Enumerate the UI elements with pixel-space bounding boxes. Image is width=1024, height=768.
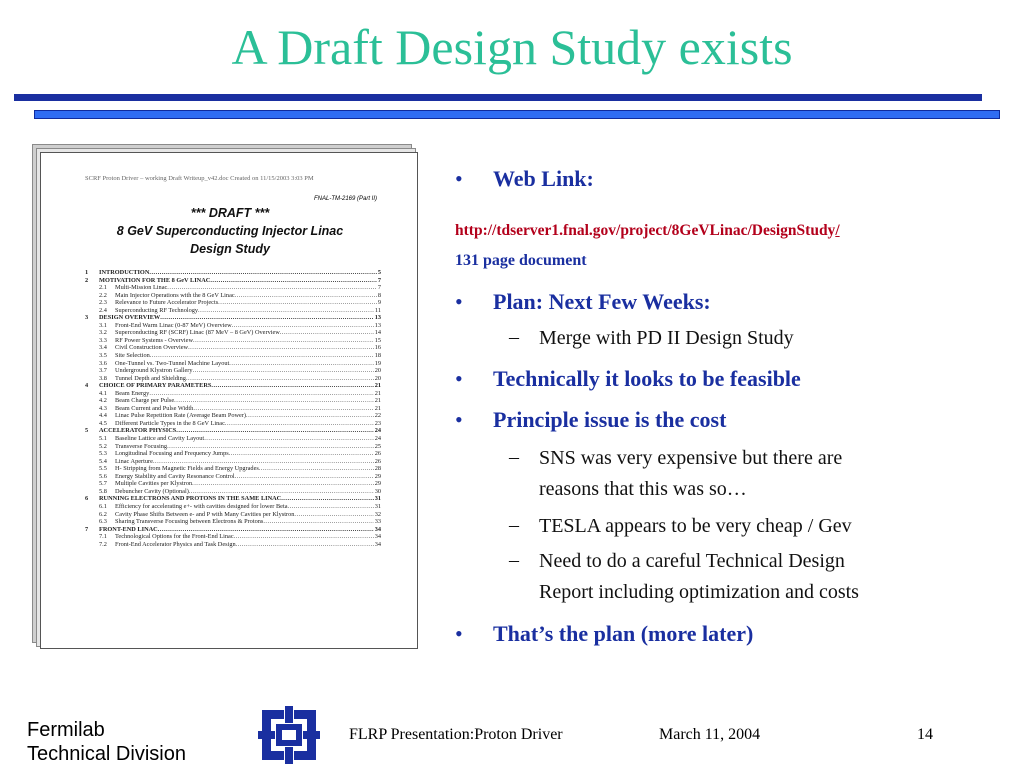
toc-leader	[235, 292, 377, 300]
toc-text: Longitudinal Focusing and Frequency Jumps	[115, 450, 229, 458]
toc-text: Civil Construction Overview	[115, 344, 189, 352]
toc-row	[85, 382, 381, 390]
toc-number: 3.2	[99, 329, 107, 337]
cost-label: Principle issue is the cost	[493, 407, 727, 432]
dash-cost-sns: –	[509, 446, 519, 468]
toc-text: Beam Current and Pulse Width	[115, 404, 194, 412]
toc-leader	[234, 533, 374, 541]
toc-row	[85, 443, 381, 451]
toc-number: 3.4	[99, 344, 107, 352]
toc-number: 5.3	[99, 450, 107, 458]
toc-text: Superconducting RF (SCRF) Linac (87 MeV – 8 GeV) Overview	[115, 329, 280, 337]
toc-row	[85, 269, 381, 277]
toc-page: 24	[374, 435, 381, 443]
toc-row	[85, 473, 381, 481]
toc-number: 5	[85, 427, 89, 435]
toc-leader	[174, 397, 374, 405]
toc-row	[85, 458, 381, 466]
toc-page: 26	[374, 457, 381, 465]
toc-number: 6.1	[99, 502, 107, 510]
toc-text: RF Power Systems - Overview	[115, 336, 194, 344]
toc-page: 7	[377, 284, 381, 292]
toc-number: 5.4	[99, 457, 107, 465]
toc-row	[85, 344, 381, 352]
toc-leader	[198, 307, 374, 315]
toc-row	[85, 503, 381, 511]
toc-text: Tunnel Depth and Shielding	[115, 374, 186, 382]
toc-text: Cavity Phase Shifts Between e- and P with Many Cavities per Klystron	[115, 510, 295, 518]
toc-leader	[176, 427, 373, 435]
toc-row	[85, 533, 381, 541]
toc-page: 34	[374, 533, 381, 541]
toc-text: Front-End Accelerator Physics and Task Design	[115, 540, 236, 548]
footer-lab-name	[27, 718, 186, 766]
toc-row	[85, 314, 381, 322]
document-title-draft: *** DRAFT ***	[190, 206, 270, 220]
toc-number: 5.2	[99, 442, 107, 450]
toc-text: Front-End Warm Linac (0-87 MeV) Overview	[115, 321, 232, 329]
toc-number: 5.8	[99, 487, 107, 495]
toc-page: 21	[374, 382, 381, 390]
table-of-contents	[85, 269, 381, 548]
toc-row	[85, 284, 381, 292]
toc-page: 30	[374, 487, 381, 495]
toc-page: 29	[374, 472, 381, 480]
bullet-closing: •	[455, 621, 463, 646]
footer-date: March 11, 2004	[659, 726, 761, 743]
toc-text: One-Tunnel vs. Two-Tunnel Machine Layout	[115, 359, 230, 367]
toc-number: 3.5	[99, 352, 107, 360]
toc-leader	[294, 511, 373, 519]
toc-number: 4.3	[99, 404, 107, 412]
toc-number: 2.1	[99, 284, 107, 292]
toc-row	[85, 299, 381, 307]
toc-number: 5.5	[99, 465, 107, 473]
toc-row	[85, 329, 381, 337]
toc-page: 11	[374, 306, 381, 314]
cost-item-sns-line1: SNS was very expensive but there are	[539, 447, 843, 469]
toc-leader	[211, 382, 373, 390]
document-title-sub: Design Study	[190, 242, 270, 256]
toc-leader	[167, 284, 377, 292]
document-header: SCRF Proton Driver – working Draft Writeup_v42.doc Created on 11/15/2003 3:03 PM	[85, 175, 314, 182]
toc-row	[85, 480, 381, 488]
toc-number: 3.3	[99, 336, 107, 344]
toc-text: Efficiency for accelerating e+- with cavities designed for lower Beta	[115, 502, 288, 510]
slide-title: A Draft Design Study exists	[231, 19, 793, 75]
toc-row	[85, 292, 381, 300]
toc-row	[85, 435, 381, 443]
toc-leader	[281, 495, 373, 503]
toc-row	[85, 450, 381, 458]
toc-text: Transverse Focusing	[115, 442, 168, 450]
cost-item-sns-line2: reasons that this was so…	[539, 478, 747, 500]
toc-page: 21	[374, 389, 381, 397]
toc-page: 21	[374, 404, 381, 412]
toc-leader	[218, 299, 377, 307]
toc-text: Main Injector Operations with the 8 GeV Linac	[115, 291, 235, 299]
toc-number: 3.8	[99, 374, 107, 382]
toc-page: 33	[374, 518, 381, 526]
toc-page: 23	[374, 419, 381, 427]
toc-text: MOTIVATION FOR THE 8 GeV LINAC	[99, 276, 211, 284]
toc-leader	[160, 314, 374, 322]
toc-row	[85, 322, 381, 330]
toc-number: 2.4	[99, 306, 107, 314]
toc-leader	[229, 450, 374, 458]
toc-leader	[280, 329, 374, 337]
toc-number: 4	[85, 382, 89, 390]
toc-page: 19	[374, 359, 381, 367]
bullet-web-link: •	[455, 166, 463, 191]
toc-leader	[158, 526, 374, 534]
toc-page: 20	[374, 367, 381, 375]
toc-leader	[188, 344, 374, 352]
toc-number: 3.1	[99, 321, 107, 329]
document-thumbnail[interactable]	[40, 152, 418, 649]
toc-leader	[225, 420, 374, 428]
toc-number: 7.1	[99, 533, 107, 541]
toc-text: ACCELERATOR PHYSICS	[99, 427, 177, 435]
toc-row	[85, 495, 381, 503]
toc-number: 2.2	[99, 291, 107, 299]
toc-page: 34	[374, 540, 381, 548]
toc-leader	[189, 488, 374, 496]
toc-text: Multiple Cavities per Klystron	[115, 480, 193, 488]
dash-plan-item: –	[509, 326, 519, 348]
toc-number: 3.6	[99, 359, 107, 367]
toc-number: 2.3	[99, 299, 107, 307]
toc-text: Superconducting RF Technology	[115, 306, 199, 314]
toc-page: 18	[374, 352, 381, 360]
plan-item: Merge with PD II Design Study	[539, 327, 794, 349]
toc-text: Different Particle Types in the 8 GeV Linac	[115, 419, 225, 427]
toc-row	[85, 526, 381, 534]
toc-text: Sharing Transverse Focusing between Electrons & Protons	[115, 518, 264, 526]
design-study-url[interactable]: http://tdserver1.fnal.gov/project/8GeVLinac/DesignStudy	[455, 222, 836, 239]
toc-page: 13	[374, 314, 381, 322]
toc-leader	[235, 473, 374, 481]
toc-row	[85, 307, 381, 315]
toc-row	[85, 427, 381, 435]
toc-text: Site Selection	[115, 352, 150, 360]
toc-text: CHOICE OF PRIMARY PARAMETERS	[99, 382, 212, 390]
toc-row	[85, 375, 381, 383]
cost-item-tesla: TESLA appears to be very cheap / Gev	[539, 515, 852, 537]
toc-leader	[149, 269, 376, 277]
document-reference: FNAL-TM-2169 (Part II)	[313, 196, 377, 202]
toc-page: 13	[374, 321, 381, 329]
toc-page: 32	[374, 510, 381, 518]
toc-page: 31	[374, 495, 381, 503]
plan-label: Plan: Next Few Weeks:	[493, 289, 711, 314]
footer-presentation-title: FLRP Presentation:Proton Driver	[349, 726, 563, 743]
toc-row	[85, 405, 381, 413]
toc-leader	[193, 405, 373, 413]
toc-text: FRONT-END LINAC	[99, 525, 158, 533]
toc-row	[85, 277, 381, 285]
footer-lab-line1: Fermilab	[27, 719, 105, 741]
cost-item-tdr-line2: Report including optimization and costs	[539, 581, 859, 603]
toc-number: 2	[85, 276, 89, 284]
toc-leader	[193, 367, 374, 375]
toc-page: 31	[374, 502, 381, 510]
toc-number: 5.1	[99, 435, 107, 443]
toc-number: 6.3	[99, 518, 107, 526]
toc-row	[85, 352, 381, 360]
page-count: 131 page document	[455, 252, 587, 269]
toc-row	[85, 518, 381, 526]
toc-row	[85, 541, 381, 549]
toc-leader	[236, 541, 374, 549]
design-study-link[interactable]	[455, 222, 840, 240]
toc-row	[85, 488, 381, 496]
toc-text: RUNNING ELECTRONS AND PROTONS IN THE SAME LINAC	[99, 495, 282, 503]
dash-cost-tesla: –	[509, 514, 519, 536]
toc-row	[85, 397, 381, 405]
toc-text: Underground Klystron Gallery	[115, 367, 193, 375]
toc-leader	[232, 322, 374, 330]
toc-leader	[192, 480, 374, 488]
toc-leader	[210, 277, 377, 285]
toc-page: 20	[374, 374, 381, 382]
toc-page: 28	[374, 465, 381, 473]
toc-text: Debuncher Cavity (Optional)	[115, 487, 189, 495]
toc-row	[85, 420, 381, 428]
toc-text: INTRODUCTION	[99, 269, 150, 276]
toc-text: Beam Charge per Pulse	[115, 397, 175, 405]
toc-page: 34	[374, 525, 381, 533]
toc-number: 5.6	[99, 472, 107, 480]
toc-text: Relevance to Future Accelerator Projects	[115, 299, 219, 307]
toc-leader	[288, 503, 374, 511]
toc-leader	[193, 337, 374, 345]
toc-page: 16	[374, 344, 381, 352]
toc-number: 5.7	[99, 480, 107, 488]
toc-number: 4.5	[99, 419, 107, 427]
title-rule-dark	[14, 94, 982, 101]
toc-page: 29	[374, 480, 381, 488]
toc-row	[85, 412, 381, 420]
toc-page: 15	[374, 336, 381, 344]
toc-row	[85, 465, 381, 473]
web-link-label: Web Link:	[493, 166, 594, 191]
toc-leader	[149, 390, 373, 398]
toc-number: 7	[85, 525, 89, 533]
bullet-cost: •	[455, 407, 463, 432]
toc-leader	[186, 375, 374, 383]
document-title-main: 8 GeV Superconducting Injector Linac	[116, 224, 344, 238]
toc-number: 7.2	[99, 540, 107, 548]
toc-page: 9	[377, 299, 381, 307]
toc-leader	[150, 352, 374, 360]
toc-text: Linac Aperture	[115, 457, 153, 465]
toc-number: 4.2	[99, 397, 107, 405]
toc-leader	[229, 360, 373, 368]
fermilab-logo-icon	[258, 706, 320, 764]
toc-page: 8	[377, 291, 381, 299]
design-study-url-trailing[interactable]: /	[835, 222, 840, 239]
toc-page: 25	[374, 442, 381, 450]
bullet-plan: •	[455, 289, 463, 314]
toc-leader	[263, 518, 373, 526]
toc-text: Energy Stability and Cavity Resonance Control	[115, 472, 235, 480]
toc-row	[85, 511, 381, 519]
toc-number: 6	[85, 495, 89, 503]
toc-number: 6.2	[99, 510, 107, 518]
footer-lab-line2: Technical Division	[27, 743, 186, 765]
toc-row	[85, 360, 381, 368]
toc-number: 3	[85, 314, 89, 322]
toc-number: 1	[85, 269, 89, 276]
toc-number: 3.7	[99, 367, 107, 375]
dash-cost-tdr: –	[509, 549, 519, 571]
toc-text: Baseline Lattice and Cavity Layout	[115, 435, 205, 443]
toc-leader	[259, 465, 374, 473]
toc-leader	[153, 458, 374, 466]
toc-page: 5	[377, 269, 381, 276]
toc-text: H- Stripping from Magnetic Fields and Energy Upgrades	[115, 465, 259, 473]
toc-number: 4.1	[99, 389, 107, 397]
toc-leader	[167, 443, 374, 451]
toc-page: 26	[374, 450, 381, 458]
toc-text: DESIGN OVERVIEW	[99, 314, 161, 322]
feasible-statement: Technically it looks to be feasible	[493, 366, 801, 391]
toc-text: Multi-Mission Linac	[115, 284, 168, 292]
cost-item-tdr-line1: Need to do a careful Technical Design	[539, 550, 845, 572]
toc-leader	[204, 435, 374, 443]
toc-row	[85, 390, 381, 398]
title-rule-light	[34, 110, 1000, 119]
toc-row	[85, 367, 381, 375]
toc-page: 14	[374, 329, 381, 337]
toc-text: Beam Energy	[115, 389, 150, 397]
bullet-feasible: •	[455, 366, 463, 391]
toc-number: 4.4	[99, 412, 107, 420]
closing-statement: That’s the plan (more later)	[493, 621, 754, 646]
toc-text: Linac Pulse Repetition Rate (Average Beam Power)	[115, 412, 247, 420]
toc-text: Technological Options for the Front-End Linac	[115, 533, 234, 541]
toc-leader	[246, 412, 374, 420]
toc-page: 7	[377, 276, 381, 284]
toc-row	[85, 337, 381, 345]
toc-page: 21	[374, 397, 381, 405]
footer-page-number: 14	[917, 726, 933, 743]
toc-page: 24	[374, 427, 381, 435]
toc-page: 22	[374, 412, 381, 420]
